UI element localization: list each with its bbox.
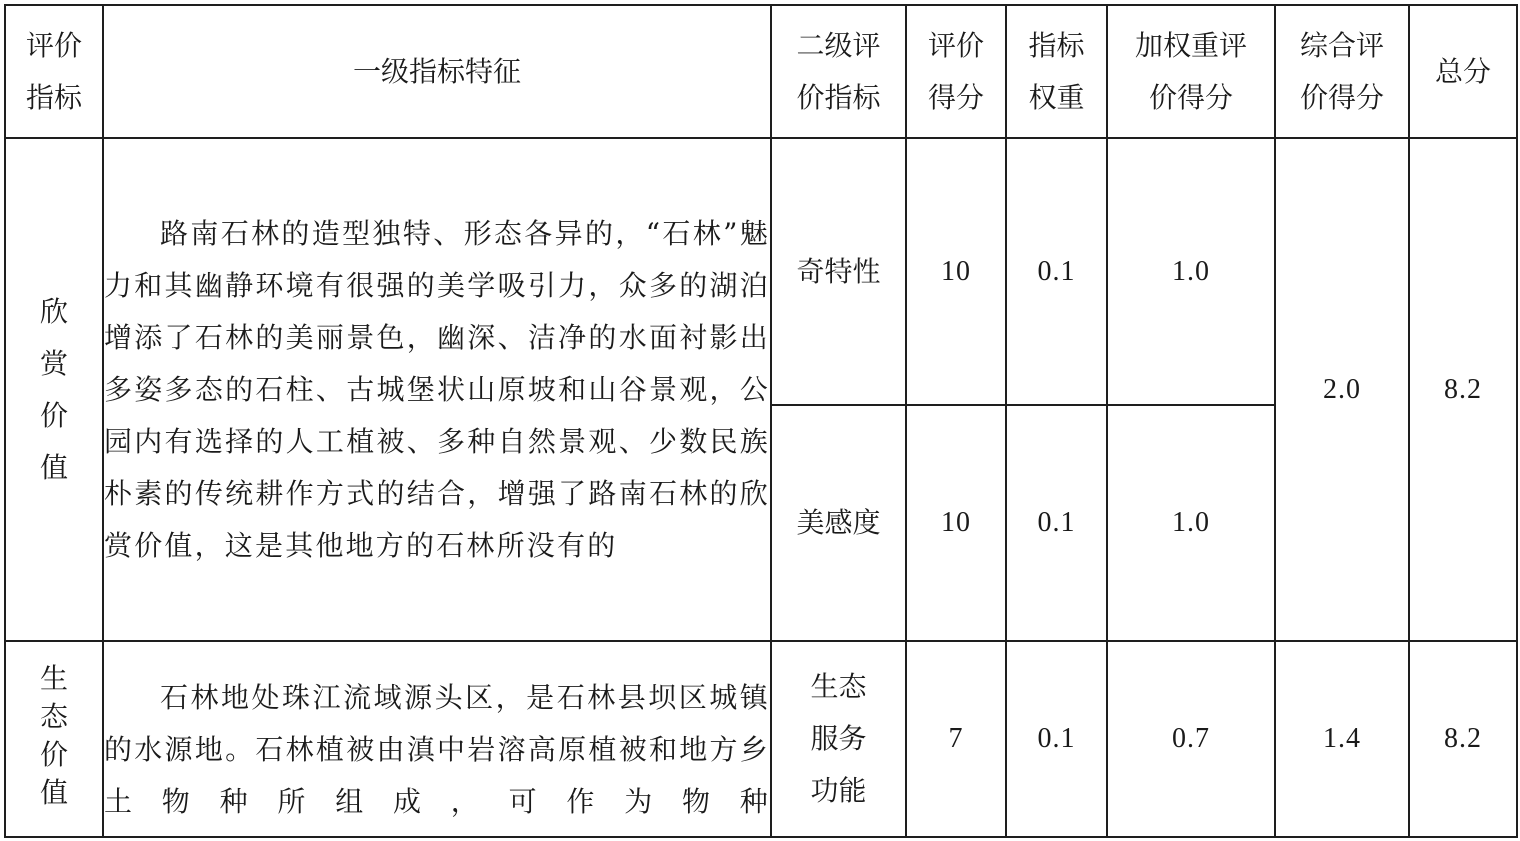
weight-cell: 0.1 <box>1006 138 1107 405</box>
indicator-cell: 欣赏价值 <box>5 138 103 641</box>
header-total: 总分 <box>1409 5 1517 138</box>
header-score: 评价得分 <box>906 5 1006 138</box>
score-cell: 10 <box>906 405 1006 641</box>
header-combined: 综合评价得分 <box>1275 5 1409 138</box>
feature-cell: 路南石林的造型独特、形态各异的，“石林”魅力和其幽静环境有很强的美学吸引力，众多的湖泊增添了石林的美丽景色，幽深、洁净的水面衬影出多姿多态的石柱、古城堡状山原坡和山谷景观，公园内有选择的人工植被、多种自然景观、少数民族朴素的传统耕作方式的结合，增强了路南石林的欣赏价值，这是其他地方的石林所没有的 <box>103 138 771 641</box>
combined-score-cell: 2.0 <box>1275 138 1409 641</box>
score-cell: 10 <box>906 138 1006 405</box>
feature-cell: 石林地处珠江流域源头区，是石林县坝区城镇的水源地。石林植被由滇中岩溶高原植被和地方乡土物种所组成，可作为物种 <box>103 641 771 837</box>
sub-indicator-cell: 奇特性 <box>771 138 906 405</box>
weighted-score-cell: 0.7 <box>1107 641 1275 837</box>
weighted-score-cell: 1.0 <box>1107 405 1275 641</box>
sub-indicator-cell: 生态服务功能 <box>771 641 906 837</box>
evaluation-table <box>4 4 1518 838</box>
table-row <box>5 641 1517 837</box>
header-weighted: 加权重评价得分 <box>1107 5 1275 138</box>
total-score-cell: 8.2 <box>1409 138 1517 641</box>
header-weight: 指标权重 <box>1006 5 1107 138</box>
weighted-score-cell: 1.0 <box>1107 138 1275 405</box>
indicator-cell: 生态价值 <box>5 641 103 837</box>
header-row <box>5 5 1517 138</box>
weight-cell: 0.1 <box>1006 405 1107 641</box>
weight-cell: 0.1 <box>1006 641 1107 837</box>
combined-score-cell: 1.4 <box>1275 641 1409 837</box>
score-cell: 7 <box>906 641 1006 837</box>
header-level2: 二级评价指标 <box>771 5 906 138</box>
sub-indicator-cell: 美感度 <box>771 405 906 641</box>
total-score-cell: 8.2 <box>1409 641 1517 837</box>
header-indicator: 评价指标 <box>5 5 103 138</box>
header-level1: 一级指标特征 <box>103 5 771 138</box>
table-row <box>5 138 1517 405</box>
